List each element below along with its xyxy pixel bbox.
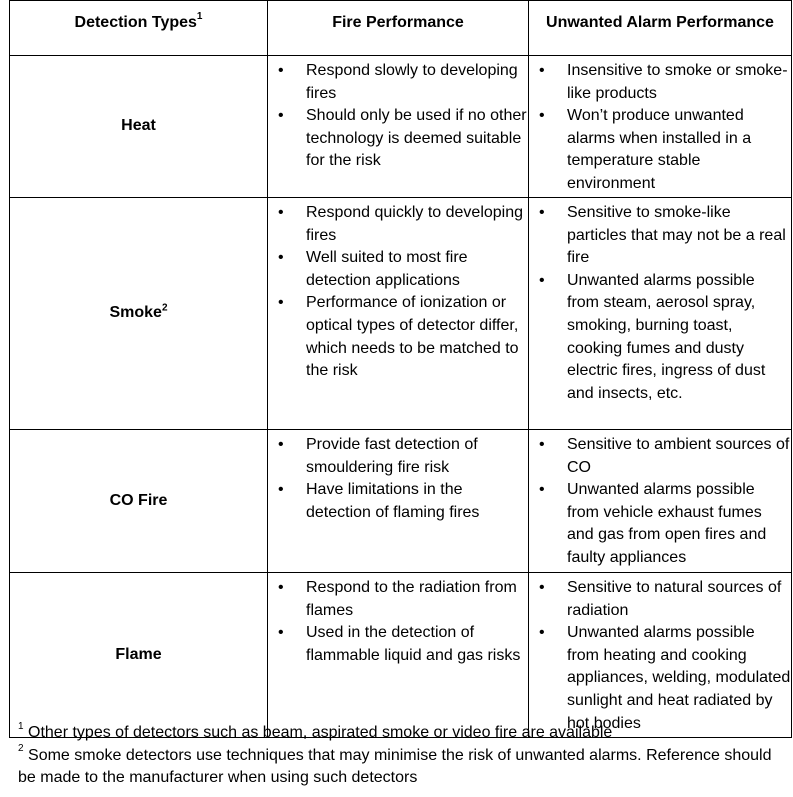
unwanted-alarm-cell <box>529 573 792 738</box>
list-item: • Should only be used if no other technology is deemed suitable for the risk <box>268 105 528 173</box>
unwanted-alarm-cell <box>529 198 792 430</box>
row-type-heat: Heat <box>10 56 268 198</box>
detection-types-table <box>9 0 792 738</box>
fire-performance-cell <box>268 198 529 430</box>
table-row <box>10 56 792 198</box>
fire-performance-list <box>268 577 528 667</box>
unwanted-alarm-list <box>529 577 791 735</box>
list-item: • Performance of ionization or optical types of detector differ, which needs to be matched to the risk <box>268 292 528 382</box>
list-item: • Unwanted alarms possible from heating and cooking appliances, welding, modulated sunlight and heat radiated by hot bodies <box>529 622 791 735</box>
list-item: • Sensitive to ambient sources of CO <box>529 434 791 479</box>
footnote-1: $^1$ Other types of detectors such as beam, aspirated smoke or video fire are available <box>18 720 613 741</box>
list-item: • Respond slowly to developing fires <box>268 60 528 105</box>
fire-performance-cell <box>268 573 529 738</box>
header-unwanted-alarm-performance: Unwanted Alarm Performance <box>529 1 792 56</box>
table-row <box>10 430 792 573</box>
row-type-smoke: Smoke$^2$ <box>10 198 268 430</box>
list-item: • Have limitations in the detection of flaming fires <box>268 479 528 524</box>
list-item: • Insensitive to smoke or smoke-like products <box>529 60 791 105</box>
list-item: • Used in the detection of flammable liquid and gas risks <box>268 622 528 667</box>
fire-performance-list <box>268 202 528 383</box>
unwanted-alarm-list <box>529 202 791 405</box>
table-row <box>10 573 792 738</box>
list-item: • Provide fast detection of smouldering fire risk <box>268 434 528 479</box>
unwanted-alarm-list <box>529 60 791 196</box>
list-item: • Unwanted alarms possible from steam, aerosol spray, smoking, burning toast, cooking fumes and dusty electric fires, ingress of dust and insects, etc. <box>529 270 791 406</box>
list-item: • Well suited to most fire detection applications <box>268 247 528 292</box>
list-item: • Unwanted alarms possible from vehicle exhaust fumes and gas from open fires and faulty appliances <box>529 479 791 569</box>
row-type-co-fire: CO Fire <box>10 430 268 573</box>
fire-performance-list <box>268 60 528 173</box>
unwanted-alarm-cell <box>529 430 792 573</box>
unwanted-alarm-list <box>529 434 791 570</box>
fire-performance-list <box>268 434 528 524</box>
table-row <box>10 198 792 430</box>
detection-table-container <box>9 0 792 738</box>
list-item: • Won’t produce unwanted alarms when installed in a temperature stable environment <box>529 105 791 195</box>
fire-performance-cell <box>268 56 529 198</box>
table-header-row <box>10 1 792 56</box>
header-fire-performance: Fire Performance <box>268 1 529 56</box>
footnotes <box>18 722 788 790</box>
footnote-2: $^2$ Some smoke detectors use techniques that may minimise the risk of unwanted alarms. Reference should be made to the manufacturer when using such detectors <box>18 743 772 786</box>
list-item: • Respond quickly to developing fires <box>268 202 528 247</box>
list-item: • Sensitive to natural sources of radiation <box>529 577 791 622</box>
fire-performance-cell <box>268 430 529 573</box>
header-detection-types: Detection Types$^1$ <box>10 1 268 56</box>
list-item: • Respond to the radiation from flames <box>268 577 528 622</box>
row-type-flame: Flame <box>10 573 268 738</box>
unwanted-alarm-cell <box>529 56 792 198</box>
list-item: • Sensitive to smoke-like particles that may not be a real fire <box>529 202 791 270</box>
